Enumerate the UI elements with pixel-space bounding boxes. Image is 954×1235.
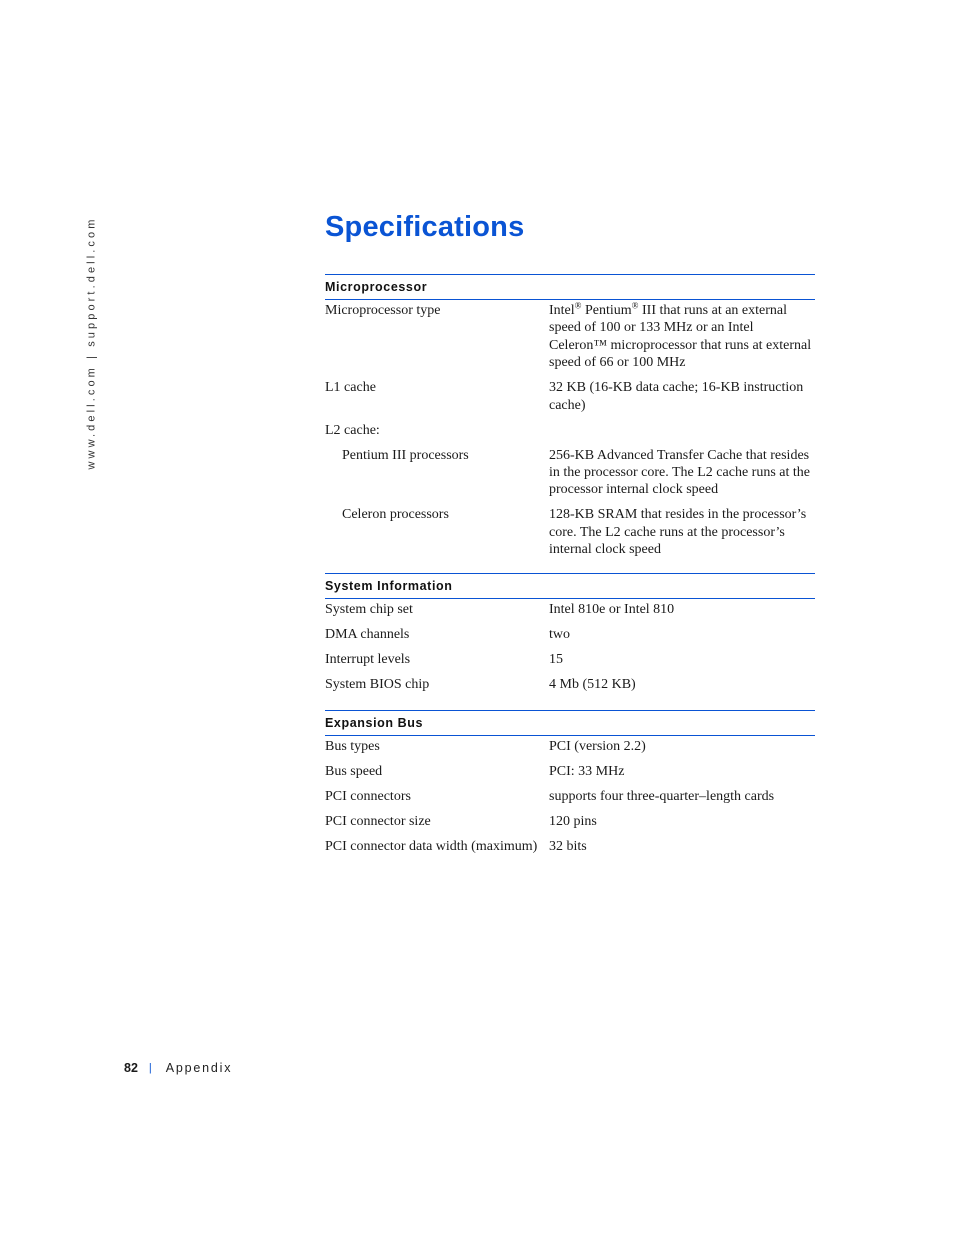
spec-row: [325, 738, 815, 755]
microprocessor-type-value: [549, 302, 815, 372]
pentium-processors-value: 256-KB Advanced Transfer Cache that resides in the processor core. The L2 cache runs at the processor internal clock speed: [549, 447, 810, 498]
footer-separator: |: [148, 1062, 152, 1074]
celeron-processors-value: 128-KB SRAM that resides in the processor’s core. The L2 cache runs at the processor’s internal clock speed: [549, 507, 807, 558]
system-information-heading: System Information: [325, 573, 815, 599]
registered-mark: ®: [631, 300, 639, 311]
spec-value: Intel 810e or Intel 810: [549, 602, 675, 617]
microprocessor-type-label: Microprocessor type: [325, 303, 441, 318]
l1-cache-label: L1 cache: [325, 380, 376, 396]
spec-row: [325, 651, 815, 668]
spec-value: two: [549, 627, 570, 642]
spec-value: 32 bits: [549, 839, 587, 854]
spec-row: [325, 601, 815, 618]
spec-row: [325, 838, 815, 855]
spec-row: [325, 447, 815, 499]
page-number: 82: [124, 1061, 138, 1075]
pentium-text: Pentium: [581, 303, 632, 318]
spec-label: Bus types: [325, 739, 380, 754]
spec-row: [325, 626, 815, 643]
spec-row: [325, 302, 815, 372]
spec-value: 4 Mb (512 KB): [549, 677, 636, 692]
spec-label: Interrupt levels: [325, 652, 411, 667]
system-information-section: [325, 573, 815, 701]
side-url: [84, 216, 100, 470]
spec-label: PCI connectors: [325, 789, 411, 804]
side-url-text: www.dell.com | support.dell.com: [86, 216, 98, 470]
intel-text: Intel: [549, 303, 575, 318]
spec-row: [325, 788, 815, 805]
spec-label: PCI connector data width (maximum): [325, 839, 538, 854]
l1-cache-value: 32 KB (16-KB data cache; 16-KB instruction cache): [549, 380, 804, 413]
microprocessor-section: [325, 274, 815, 566]
spec-value: PCI (version 2.2): [549, 739, 646, 754]
footer-section-name: Appendix: [165, 1061, 233, 1075]
spec-value: PCI: 33 MHz: [549, 764, 625, 779]
spec-row: [325, 676, 815, 693]
spec-label: DMA channels: [325, 627, 410, 642]
microprocessor-description: III that runs at an external speed of 100 or 133 MHz or an Intel Celeron™ microprocessor that runs at external speed of 66 or 100 MHz: [549, 303, 812, 371]
expansion-bus-section: [325, 710, 815, 863]
spec-label: System BIOS chip: [325, 677, 430, 692]
page-footer: [124, 1061, 232, 1075]
spec-value: 120 pins: [549, 814, 597, 829]
pentium-processors-label: Pentium III processors: [342, 447, 469, 463]
spec-row: [325, 422, 815, 439]
spec-row: [325, 379, 815, 414]
l2-cache-label: L2 cache:: [325, 422, 380, 438]
spec-value: 15: [549, 652, 563, 667]
page-title: Specifications: [325, 211, 525, 243]
spec-row: [325, 506, 815, 558]
spec-value: supports four three-quarter–length cards: [549, 789, 775, 804]
microprocessor-heading: Microprocessor: [325, 274, 815, 300]
spec-label: Bus speed: [325, 764, 383, 779]
celeron-processors-label: Celeron processors: [342, 507, 449, 523]
expansion-bus-heading: Expansion Bus: [325, 710, 815, 736]
spec-label: System chip set: [325, 602, 413, 617]
spec-row: [325, 763, 815, 780]
spec-label: PCI connector size: [325, 814, 431, 829]
registered-mark: ®: [574, 300, 582, 311]
spec-row: [325, 813, 815, 830]
